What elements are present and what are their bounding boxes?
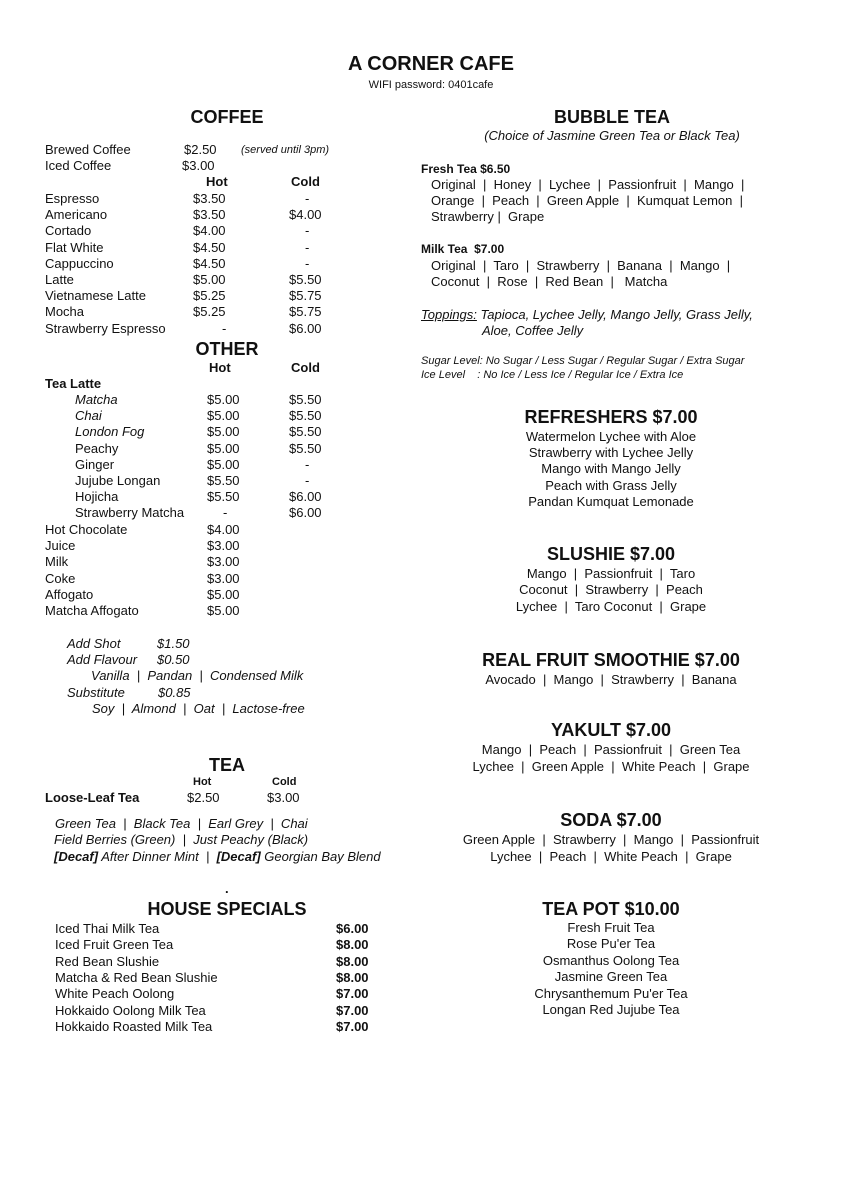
- tea-latte-name: Ginger: [75, 456, 115, 472]
- menu-item-cold-price: $4.00: [289, 207, 322, 223]
- menu-item-name: Affogato: [45, 586, 94, 602]
- menu-item-hot-price: $4.00: [193, 223, 226, 239]
- tea-latte-name: Matcha: [75, 392, 118, 407]
- toppings-label: Toppings:: [421, 307, 477, 322]
- menu-item-cold-price: $6.00: [289, 320, 322, 336]
- decaf-item: Georgian Bay Blend: [260, 849, 381, 864]
- house-special-price: $7.00: [336, 1018, 369, 1034]
- tea-latte-name: Hojicha: [75, 489, 119, 505]
- hot-column-header: Hot: [193, 776, 212, 788]
- menu-item-hot-price: $3.50: [193, 207, 226, 223]
- hot-column-header: Hot: [206, 174, 228, 189]
- house-special-price: $6.00: [336, 921, 369, 936]
- menu-item-hot-price: $5.25: [193, 288, 226, 304]
- slushie-item: Lychee | Taro Coconut | Grape: [515, 598, 707, 614]
- tea-latte-name: London Fog: [75, 424, 145, 440]
- menu-item-price: $3.00: [182, 158, 215, 173]
- menu-item-cold-price: $5.50: [289, 272, 322, 287]
- yakult-heading: YAKULT $7.00: [550, 720, 672, 740]
- tea-latte-hot-price: $5.50: [207, 489, 240, 505]
- menu-item-cold-price: -: [305, 255, 310, 271]
- menu-item-cold-price: -: [305, 239, 310, 255]
- house-special-name: Hokkaido Roasted Milk Tea: [55, 1018, 213, 1034]
- refreshers-item: Strawberry with Lychee Jelly: [528, 445, 694, 461]
- house-special-name: Hokkaido Oolong Milk Tea: [55, 1002, 206, 1018]
- tea-latte-hot-price: $5.50: [207, 473, 240, 488]
- cold-column-header: Cold: [291, 174, 320, 189]
- slushie-item: Coconut | Strawberry | Peach: [519, 582, 703, 598]
- add-flavour-label: Add Flavour: [67, 652, 138, 667]
- menu-item-hot-price: -: [222, 320, 227, 336]
- tea-latte-cold-price: $5.50: [289, 440, 322, 456]
- smoothie-item: Avocado | Mango | Strawberry | Banana: [485, 672, 737, 687]
- menu-item-price: $3.00: [207, 570, 240, 586]
- house-special-name: Matcha & Red Bean Slushie: [55, 969, 218, 985]
- teapot-item: Longan Red Jujube Tea: [542, 1002, 680, 1017]
- house-special-price: $8.00: [336, 937, 369, 953]
- milk-options: Soy | Almond | Oat | Lactose-free: [92, 701, 305, 716]
- toppings-list: Tapioca, Lychee Jelly, Mango Jelly, Grass Jelly,: [476, 307, 753, 322]
- tea-latte-cold-price: $6.00: [289, 505, 322, 521]
- menu-item-name: Matcha Affogato: [45, 603, 139, 618]
- teapot-item: Jasmine Green Tea: [554, 969, 668, 985]
- menu-item-cold-price: $5.75: [289, 288, 322, 304]
- wifi-password: WIFI password: 0401cafe: [368, 79, 494, 91]
- toppings-line: [421, 307, 753, 323]
- milk-tea-flavours: Original | Taro | Strawberry | Banana | Mango |: [431, 258, 731, 273]
- tea-latte-hot-price: $5.00: [207, 456, 240, 472]
- menu-item-name: Vietnamese Latte: [45, 288, 146, 304]
- tea-latte-hot-price: $5.00: [207, 440, 240, 456]
- divider-dot: .: [225, 881, 229, 896]
- tea-latte-cold-price: -: [305, 473, 310, 488]
- teapot-item: Osmanthus Oolong Tea: [542, 952, 680, 968]
- flavour-options: Vanilla | Pandan | Condensed Milk: [91, 668, 304, 683]
- house-special-price: $8.00: [336, 953, 369, 969]
- refreshers-item: Pandan Kumquat Lemonade: [528, 493, 694, 509]
- house-special-name: Red Bean Slushie: [55, 953, 160, 969]
- fresh-tea-flavours: Strawberry | Grape: [431, 209, 545, 224]
- refreshers-item: Watermelon Lychee with Aloe: [525, 429, 697, 444]
- other-heading: OTHER: [195, 339, 259, 359]
- menu-item-name: Juice: [45, 538, 76, 554]
- tea-latte-label: Tea Latte: [45, 376, 102, 391]
- milk-tea-flavours: Coconut | Rose | Red Bean | Matcha: [431, 274, 668, 289]
- cold-column-header: Cold: [291, 360, 320, 375]
- add-shot-price: $1.50: [157, 636, 190, 651]
- slushie-item: Mango | Passionfruit | Taro: [526, 566, 696, 581]
- tea-varieties-line: Green Tea | Black Tea | Earl Grey | Chai: [55, 816, 308, 831]
- menu-item-price: $3.00: [207, 554, 240, 570]
- teapot-item: Fresh Fruit Tea: [567, 920, 655, 935]
- loose-leaf-tea: Loose-Leaf Tea: [45, 790, 140, 805]
- toppings-list: Aloe, Coffee Jelly: [482, 323, 584, 338]
- sugar-level: Sugar Level: No Sugar / Less Sugar / Regular Sugar / Extra Sugar: [421, 355, 745, 367]
- fresh-tea-flavours: Orange | Peach | Green Apple | Kumquat Lemon |: [431, 193, 743, 208]
- menu-item-hot-price: $4.50: [193, 255, 226, 271]
- decaf-line: [54, 849, 381, 865]
- tea-cold-price: $3.00: [267, 790, 300, 805]
- menu-item-name: Strawberry Espresso: [45, 320, 166, 336]
- tea-latte-hot-price: $5.00: [207, 392, 240, 407]
- menu-item-name: Iced Coffee: [45, 158, 112, 173]
- fresh-tea-label: Fresh Tea $6.50: [421, 162, 511, 176]
- page-title: A CORNER CAFE: [348, 53, 514, 75]
- tea-latte-name: Jujube Longan: [75, 473, 161, 488]
- tea-latte-hot-price: -: [223, 505, 228, 521]
- tea-hot-price: $2.50: [187, 790, 220, 805]
- yakult-item: Mango | Peach | Passionfruit | Green Tea: [481, 742, 741, 757]
- menu-item-name: Flat White: [45, 239, 104, 255]
- tea-latte-cold-price: $5.50: [289, 424, 322, 440]
- menu-item-hot-price: $3.50: [193, 191, 226, 206]
- tea-latte-name: Strawberry Matcha: [75, 505, 185, 521]
- soda-item: Lychee | Peach | White Peach | Grape: [490, 848, 732, 864]
- menu-item-cold-price: -: [305, 223, 310, 239]
- decaf-tag: [Decaf]: [54, 849, 99, 864]
- menu-item-name: Cortado: [45, 223, 92, 239]
- house-special-name: Iced Fruit Green Tea: [55, 937, 174, 953]
- substitute-label: Substitute: [67, 685, 125, 700]
- refreshers-item: Mango with Mango Jelly: [541, 461, 681, 477]
- substitute-price: $0.85: [158, 685, 191, 700]
- add-flavour-price: $0.50: [157, 652, 190, 667]
- menu-item-price: $5.00: [207, 586, 240, 602]
- menu-item-hot-price: $5.00: [193, 272, 226, 287]
- tea-varieties-line: Field Berries (Green) | Just Peachy (Black): [54, 832, 309, 847]
- house-special-price: $7.00: [336, 986, 369, 1002]
- tea-heading: TEA: [209, 755, 245, 775]
- bubble-tea-heading: BUBBLE TEA: [554, 107, 670, 127]
- teapot-item: Chrysanthemum Pu'er Tea: [534, 985, 688, 1001]
- yakult-item: Lychee | Green Apple | White Peach | Grape: [472, 759, 750, 774]
- cold-column-header: Cold: [272, 776, 297, 788]
- served-note: (served until 3pm): [241, 144, 330, 156]
- soda-heading: SODA $7.00: [560, 810, 662, 830]
- menu-item-name: Americano: [45, 207, 108, 223]
- menu-item-name: Cappuccino: [45, 255, 114, 271]
- menu-item-name: Milk: [45, 554, 69, 570]
- tea-latte-hot-price: $5.00: [207, 408, 240, 424]
- menu-item-price: $2.50: [184, 142, 217, 157]
- house-specials-heading: HOUSE SPECIALS: [147, 899, 307, 919]
- menu-item-name: Latte: [45, 272, 74, 287]
- coffee-heading: COFFEE: [190, 107, 264, 127]
- tea-latte-cold-price: -: [305, 456, 310, 472]
- menu-item-hot-price: $5.25: [193, 304, 226, 320]
- refreshers-item: Peach with Grass Jelly: [545, 477, 677, 493]
- menu-item-name: Hot Chocolate: [45, 522, 128, 537]
- add-shot-label: Add Shot: [67, 636, 121, 651]
- house-special-price: $7.00: [336, 1002, 369, 1018]
- decaf-tag: [Decaf]: [216, 849, 261, 864]
- menu-item-name: Brewed Coffee: [45, 142, 131, 157]
- house-special-name: White Peach Oolong: [55, 986, 175, 1002]
- menu-item-name: Mocha: [45, 304, 85, 320]
- menu-item-price: $3.00: [207, 538, 240, 554]
- smoothie-heading: REAL FRUIT SMOOTHIE $7.00: [482, 650, 740, 670]
- refreshers-heading: REFRESHERS $7.00: [524, 407, 698, 427]
- menu-item-cold-price: $5.75: [289, 304, 322, 320]
- menu-item-price: $4.00: [207, 522, 240, 537]
- menu-item-price: $5.00: [207, 603, 240, 618]
- decaf-item: After Dinner Mint |: [98, 849, 217, 864]
- tea-latte-hot-price: $5.00: [207, 424, 240, 440]
- milk-tea-label: Milk Tea $7.00: [421, 242, 505, 256]
- tea-latte-cold-price: $6.00: [289, 489, 322, 505]
- house-special-name: Iced Thai Milk Tea: [55, 921, 160, 936]
- tea-latte-cold-price: $5.50: [289, 392, 322, 407]
- ice-level: Ice Level : No Ice / Less Ice / Regular Ice / Extra Ice: [421, 369, 684, 381]
- fresh-tea-flavours: Original | Honey | Lychee | Passionfruit | Mango |: [431, 177, 745, 192]
- tea-latte-name: Peachy: [75, 440, 119, 456]
- menu-item-cold-price: -: [305, 191, 310, 206]
- slushie-heading: SLUSHIE $7.00: [546, 544, 676, 564]
- tea-latte-cold-price: $5.50: [289, 408, 322, 424]
- menu-item-name: Coke: [45, 570, 76, 586]
- bubble-tea-subtitle: (Choice of Jasmine Green Tea or Black Tea): [484, 128, 740, 143]
- hot-column-header: Hot: [209, 360, 231, 375]
- menu-item-hot-price: $4.50: [193, 239, 226, 255]
- teapot-item: Rose Pu'er Tea: [566, 936, 656, 952]
- menu-item-name: Espresso: [45, 191, 100, 206]
- tea-latte-name: Chai: [75, 408, 102, 424]
- house-special-price: $8.00: [336, 969, 369, 985]
- tea-pot-heading: TEA POT $10.00: [542, 899, 680, 919]
- soda-item: Green Apple | Strawberry | Mango | Passionfruit: [462, 832, 760, 847]
